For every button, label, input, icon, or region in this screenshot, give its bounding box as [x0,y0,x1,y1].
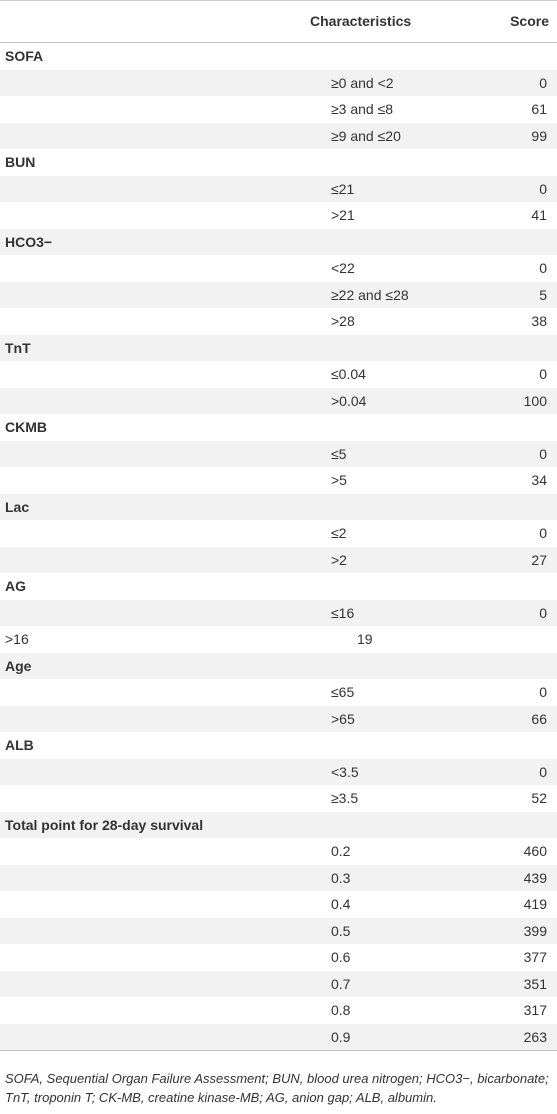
score-cell: 34 [531,472,547,488]
score-cell: 19 [357,631,373,647]
score-cell: 61 [531,101,547,117]
table-row [0,202,557,229]
characteristic-cell: 0.4 [331,896,351,912]
characteristic-cell: >0.04 [331,392,367,409]
characteristic-cell: ≥3.5 [331,790,359,806]
table-row [0,785,557,812]
score-cell: 0 [539,366,547,382]
score-cell: 377 [523,949,547,965]
header-score: Score [510,13,549,29]
score-cell: 460 [523,843,547,859]
characteristic-cell: ≥0 and <2 [331,74,394,91]
table-row [0,679,557,706]
score-cell: 0 [539,180,547,197]
category-label: SOFA [5,48,44,64]
category-row [0,229,557,256]
characteristic-cell: >28 [331,313,355,329]
characteristic-cell: 0.9 [331,1028,351,1045]
score-cell: 41 [531,207,547,223]
table-row [0,600,557,627]
score-cell: 0 [539,74,547,91]
score-cell: 0 [539,260,547,276]
characteristic-cell: ≤21 [331,180,355,197]
characteristic-cell: ≤2 [331,525,347,541]
score-cell: 0 [539,525,547,541]
table-row [0,626,557,653]
score-cell: 27 [531,551,547,568]
category-label: BUN [5,154,36,170]
table-row [0,361,557,388]
table-row [0,865,557,892]
table-row [0,441,557,468]
table-footnote: SOFA, Sequential Organ Failure Assessment; BUN, blood urea nitrogen; HCO3−, bicarbonate; TnT, troponin T; CK-MB, creatine kinase-MB; AG, anion gap; ALB, albumin. [5,1071,549,1105]
category-row [0,812,557,839]
table-row [0,944,557,971]
table-row [0,759,557,786]
header-characteristics: Characteristics [310,13,412,29]
table-header [0,0,557,43]
category-row [0,414,557,441]
table-row [0,891,557,918]
category-label: CKMB [5,419,47,435]
characteristic-cell: >2 [331,551,347,568]
characteristic-cell: <3.5 [331,763,359,780]
table-row [0,467,557,494]
characteristic-cell: ≥3 and ≤8 [331,101,394,117]
table-row [0,1024,557,1052]
category-row [0,653,557,680]
table-row [0,282,557,309]
characteristic-cell: <22 [331,260,355,276]
characteristic-cell: ≥9 and ≤20 [331,127,401,144]
characteristic-cell: ≤65 [331,684,355,700]
score-cell: 351 [523,975,547,992]
score-cell: 0 [539,445,547,462]
score-cell: 263 [523,1028,547,1045]
characteristic-cell: 0.6 [331,949,351,965]
score-cell: 0 [539,763,547,780]
table-row [0,70,557,97]
category-label: ALB [5,737,34,753]
table-row [0,971,557,998]
characteristic-cell: 0.2 [331,843,351,859]
characteristic-cell: ≥22 and ≤28 [331,286,409,303]
characteristic-cell: >65 [331,710,355,727]
score-cell: 399 [523,922,547,939]
category-row [0,732,557,759]
table-row [0,96,557,123]
table-row [0,706,557,733]
score-cell: 419 [523,896,547,912]
characteristic-cell: 0.5 [331,922,351,939]
table-row [0,838,557,865]
category-row [0,43,557,70]
category-label: TnT [5,339,31,356]
table-row [0,255,557,282]
characteristic-cell: >5 [331,472,347,488]
table-row [0,997,557,1024]
table-row [0,520,557,547]
characteristic-cell: ≤16 [331,604,355,621]
category-label: Age [5,657,32,674]
characteristic-cell: >16 [5,631,29,647]
score-cell: 317 [523,1002,547,1018]
category-row [0,494,557,521]
category-row [0,149,557,176]
table-body [0,43,557,1051]
score-cell: 66 [531,710,547,727]
table-row [0,123,557,150]
score-cell: 439 [523,869,547,886]
characteristic-cell: >21 [331,207,355,223]
score-cell: 99 [531,127,547,144]
table-row [0,388,557,415]
category-label: Total point for 28-day survival [5,816,204,833]
score-cell: 5 [539,286,547,303]
characteristic-cell: 0.3 [331,869,351,886]
table-row [0,547,557,574]
characteristic-cell: 0.8 [331,1002,351,1018]
characteristic-cell: ≤5 [331,445,347,462]
score-cell: 38 [531,313,547,329]
characteristic-cell: ≤0.04 [331,366,366,382]
table-row [0,176,557,203]
score-cell: 100 [523,392,547,409]
characteristic-cell: 0.7 [331,975,351,992]
table-row [0,918,557,945]
table-row [0,308,557,335]
category-label: AG [5,578,26,594]
category-label: Lac [5,498,30,515]
score-cell: 0 [539,684,547,700]
category-label: HCO3− [5,233,53,250]
category-row [0,335,557,362]
score-cell: 0 [539,604,547,621]
score-cell: 52 [531,790,547,806]
category-row [0,573,557,600]
